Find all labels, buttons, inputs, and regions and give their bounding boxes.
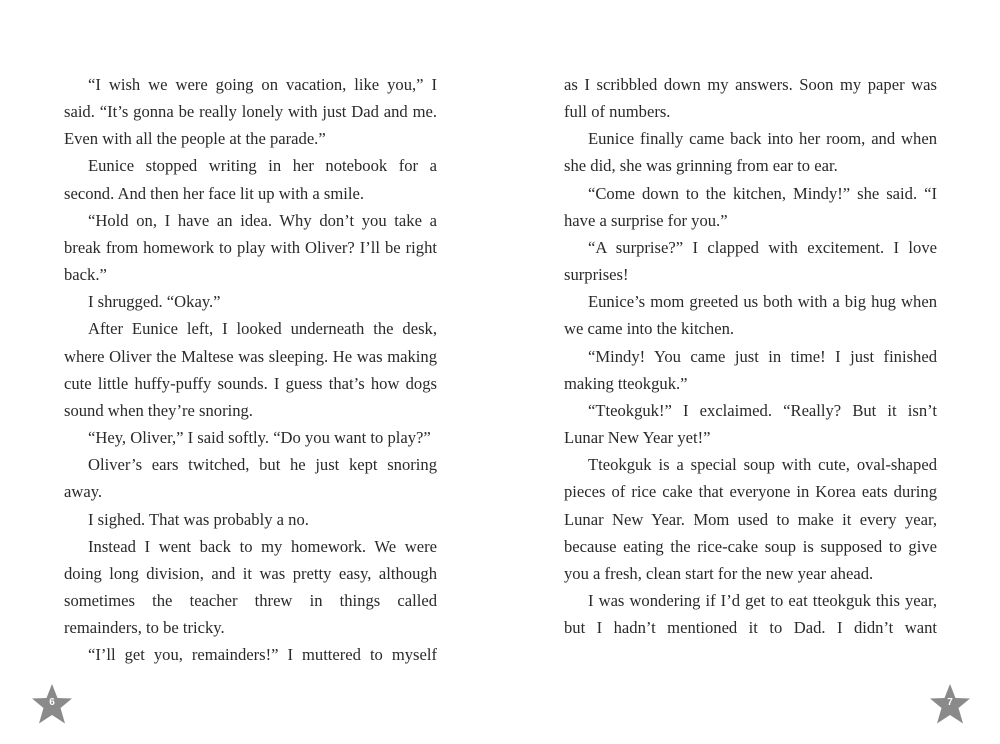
- page-number-badge-left: [30, 683, 74, 727]
- paragraph: “A surprise?” I clapped with excitement. I love surprises!: [564, 237, 937, 285]
- paragraph: After Eunice left, I looked underneath the desk, where Oliver the Maltese was sleeping. He was making cute little huffy-puffy sounds. I guess that’s how dogs sound when they’re snoring.: [64, 319, 437, 420]
- paragraph: “I wish we were going on vacation, like you,” I said. “It’s gonna be really lonely with just Dad and me. Even with all the people at the parade.”: [64, 75, 437, 149]
- page-number: 6: [49, 697, 55, 708]
- left-page-text: [64, 71, 437, 668]
- page-number-badge-right: [928, 683, 972, 727]
- right-page-text: [564, 71, 937, 641]
- paragraph: Instead I went back to my homework. We were doing long division, and it was pretty easy, although sometimes the teacher threw in things called remainders, to be tricky.: [64, 536, 437, 638]
- paragraph: “Come down to the kitchen, Mindy!” she said. “I have a surprise for you.”: [564, 183, 937, 230]
- paragraph: I was wondering if I’d get to eat tteokguk this year, but I hadn’t mentioned it to Dad. I didn’t want: [564, 590, 937, 638]
- paragraph: Oliver’s ears twitched, but he just kept snoring away.: [64, 455, 437, 502]
- paragraph: “Hold on, I have an idea. Why don’t you take a break from homework to play with Oliver? I’ll be right back.”: [64, 210, 437, 285]
- paragraph: Eunice stopped writing in her notebook for a second. And then her face lit up with a smile.: [64, 156, 437, 203]
- paragraph: Eunice’s mom greeted us both with a big hug when we came into the kitchen.: [564, 292, 937, 339]
- paragraph: as I scribbled down my answers. Soon my paper was full of numbers.: [564, 75, 937, 122]
- page-number: 7: [947, 697, 953, 708]
- paragraph: Eunice finally came back into her room, and when she did, she was grinning from ear to ear.: [564, 129, 937, 176]
- paragraph: I shrugged. “Okay.”: [88, 292, 221, 312]
- paragraph: “I’ll get you, remainders!” I muttered to myself: [88, 645, 437, 665]
- paragraph: “Mindy! You came just in time! I just finished making tteokguk.”: [564, 346, 937, 393]
- right-page: [500, 0, 1000, 744]
- paragraph: “Tteokguk!” I exclaimed. “Really? But it isn’t Lunar New Year yet!”: [564, 400, 937, 448]
- paragraph: Tteokguk is a special soup with cute, oval-shaped pieces of rice cake that everyone in Korea eats during Lunar New Year. Mom used to make it every year, because eating the rice-cake soup is supposed to give you a fresh, clean start for the new year ahead.: [564, 455, 937, 583]
- paragraph: I sighed. That was probably a no.: [88, 509, 309, 529]
- paragraph: “Hey, Oliver,” I said softly. “Do you want to play?”: [88, 428, 431, 448]
